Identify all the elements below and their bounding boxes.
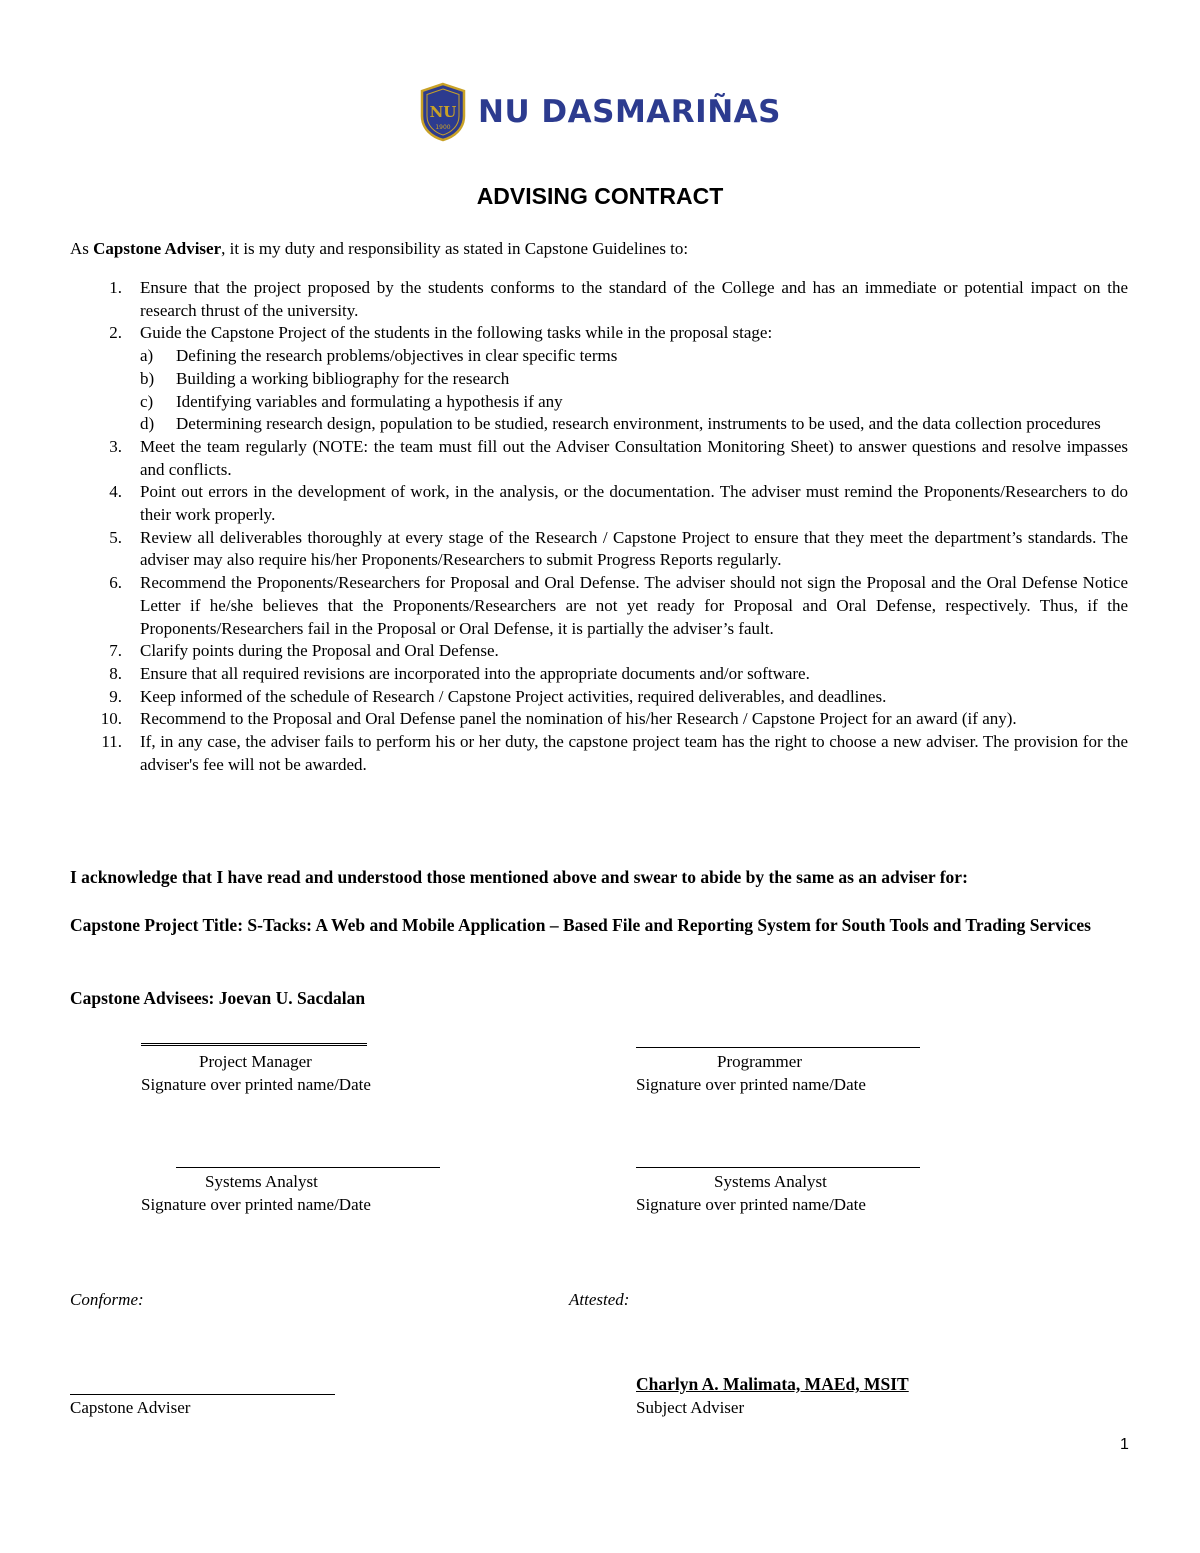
sub-item-text: Building a working bibliography for the research xyxy=(176,368,510,388)
item-number: 9. xyxy=(109,686,122,706)
sub-item-letter: c) xyxy=(140,391,154,411)
list-item xyxy=(70,322,1128,436)
item-number: 4. xyxy=(109,482,122,502)
item-text: Recommend to the Proposal and Oral Defense panel the nomination of his/her Research / Capstone Project for an award (if any). xyxy=(140,709,1017,729)
seal-initials: NU xyxy=(429,103,457,121)
item-text: Guide the Capstone Project of the students in the following tasks while in the proposal stage: xyxy=(140,323,773,343)
item-text: Clarify points during the Proposal and Oral Defense. xyxy=(140,641,499,661)
attested-label: Attested: xyxy=(569,1290,630,1309)
signature-role: Systems Analyst xyxy=(205,1172,318,1191)
list-item xyxy=(70,436,1128,481)
sub-item-text: Identifying variables and formulating a hypothesis if any xyxy=(176,391,563,411)
signature-caption: Signature over printed name/Date xyxy=(141,1074,371,1094)
signature-block xyxy=(141,1171,441,1216)
intro-prefix: As xyxy=(70,239,94,258)
signature-caption: Signature over printed name/Date xyxy=(636,1194,866,1214)
signature-role: Project Manager xyxy=(199,1052,312,1071)
university-logo xyxy=(418,82,781,142)
advisees: Capstone Advisees: Joevan U. Sacdalan xyxy=(70,988,366,1008)
signature-line xyxy=(636,1167,920,1168)
item-number: 3. xyxy=(109,436,122,456)
item-number: 7. xyxy=(109,641,122,661)
duties-list xyxy=(70,277,1128,776)
subject-adviser-label: Subject Adviser xyxy=(636,1398,745,1417)
list-item xyxy=(70,686,1128,709)
list-item xyxy=(70,640,1128,663)
signature-caption: Signature over printed name/Date xyxy=(141,1194,371,1214)
item-text: Review all deliverables thoroughly at every stage of the Research / Capstone Project to ensure that they meet the department’s standards. The adviser may also require his/her Proponents/Researchers to submit Progress Reports regularly. xyxy=(140,527,1128,570)
intro-paragraph xyxy=(70,239,688,259)
signature-line xyxy=(636,1047,920,1048)
item-text: If, in any case, the adviser fails to perform his or her duty, the capstone project team has the right to choose a new adviser. The provision for the adviser's fee will not be awarded. xyxy=(140,732,1128,774)
item-text: Keep informed of the schedule of Research / Capstone Project activities, required deliverables, and deadlines. xyxy=(140,686,887,706)
sub-item-letter: d) xyxy=(140,414,155,434)
sub-item-text: Defining the research problems/objectives in clear specific terms xyxy=(176,346,618,366)
signature-role: Systems Analyst xyxy=(714,1172,827,1191)
signature-line xyxy=(141,1043,367,1046)
signature-caption: Signature over printed name/Date xyxy=(636,1074,866,1094)
item-text: Meet the team regularly (NOTE: the team must fill out the Adviser Consultation Monitoring Sheet) to answer questions and resolve impasses and conflicts. xyxy=(140,436,1128,479)
capstone-adviser-label: Capstone Adviser xyxy=(70,1398,191,1417)
list-item xyxy=(70,663,1128,686)
item-number: 6. xyxy=(109,573,122,593)
item-number: 11. xyxy=(101,732,122,752)
signature-role: Programmer xyxy=(717,1052,802,1071)
sub-item xyxy=(140,391,1128,414)
intro-bold: Capstone Adviser xyxy=(93,239,222,258)
list-item xyxy=(70,277,1128,322)
list-item xyxy=(70,527,1128,572)
item-text: Point out errors in the development of work, in the analysis, or the documentation. The adviser must remind the Proponents/Researchers to do their work properly. xyxy=(140,482,1128,525)
signature-line xyxy=(176,1167,440,1168)
item-text: Ensure that the project proposed by the students conforms to the standard of the College and has an immediate or potential impact on the research thrust of the university. xyxy=(140,278,1128,320)
sub-item xyxy=(140,413,1128,436)
intro-suffix: , it is my duty and responsibility as stated in Capstone Guidelines to: xyxy=(221,239,689,258)
list-item xyxy=(70,731,1128,776)
page-number: 1 xyxy=(1120,1436,1129,1453)
signature-block xyxy=(636,1051,920,1096)
item-text: Ensure that all required revisions are incorporated into the appropriate documents and/or software. xyxy=(140,663,810,683)
list-item xyxy=(70,481,1128,526)
item-text: Recommend the Proponents/Researchers for Proposal and Oral Defense. The adviser should not sign the Proposal and the Oral Defense Notice Letter if he/she believes that the Proponents/Researchers are not yet ready for Proposal and Oral Defense, respectively. Thus, if the Proponents/Researchers fail in the Proposal or Oral Defense, it is partially the adviser’s fault. xyxy=(140,573,1128,638)
signature-block xyxy=(636,1171,920,1216)
document-title: ADVISING CONTRACT xyxy=(476,183,724,209)
conforme-label: Conforme: xyxy=(70,1290,144,1309)
sub-item xyxy=(140,368,1128,391)
list-item xyxy=(70,572,1128,640)
sub-item-text: Determining research design, population to be studied, research environment, instruments to be used, and the data collection procedures xyxy=(176,414,1101,434)
item-number: 8. xyxy=(109,663,122,683)
signature-block xyxy=(141,1051,407,1096)
acknowledgement: I acknowledge that I have read and understood those mentioned above and swear to abide by the same as an adviser for: xyxy=(70,867,968,887)
sub-item-letter: b) xyxy=(140,368,155,388)
logo-text: NU DASMARIÑAS xyxy=(478,94,781,130)
item-number: 10. xyxy=(100,709,122,729)
signature-line xyxy=(70,1394,335,1395)
sub-item xyxy=(140,345,1128,368)
sub-item-letter: a) xyxy=(140,346,154,366)
university-seal-icon xyxy=(418,82,468,142)
seal-year: 1900 xyxy=(435,124,451,131)
item-number: 1. xyxy=(109,278,122,297)
item-number: 2. xyxy=(109,323,122,343)
list-item xyxy=(70,708,1128,731)
subject-adviser-name: Charlyn A. Malimata, MAEd, MSIT xyxy=(636,1374,909,1394)
item-number: 5. xyxy=(109,527,122,547)
project-title: Capstone Project Title: S-Tacks: A Web and Mobile Application – Based File and Reporting System for South Tools and Trading Services xyxy=(70,915,1091,935)
